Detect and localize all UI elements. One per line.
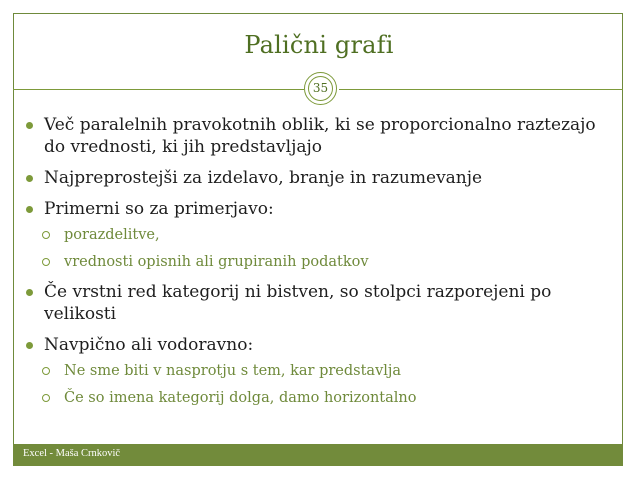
page-number-badge (304, 72, 337, 105)
page-number: 35 (308, 76, 333, 101)
sub-bullet-item (24, 225, 614, 245)
sub-bullet-item (24, 252, 614, 272)
sub-bullet-text: Ne sme biti v nasprotju s tem, kar predstavlja (64, 363, 402, 379)
bullet-dot-icon (26, 289, 33, 296)
bullet-item (24, 198, 614, 220)
bullet-text: Primerni so za primerjavo: (44, 199, 274, 219)
sub-bullet-item (24, 361, 614, 381)
sub-bullet-text: Če so imena kategorij dolga, damo horizontalno (64, 390, 417, 406)
title-divider-left (13, 89, 304, 90)
footer-text: Excel - Maša Crnkovič (23, 448, 121, 459)
sub-bullet-text: vrednosti opisnih ali grupiranih podatkov (64, 254, 369, 270)
sub-bullet-item (24, 388, 614, 408)
bullet-text: Več paralelnih pravokotnih oblik, ki se proporcionalno raztezajo do vrednosti, ki jih predstavljajo (44, 115, 596, 157)
bullet-item (24, 167, 614, 189)
ring-bullet-icon (42, 258, 50, 266)
title-divider-right (339, 89, 623, 90)
bullet-dot-icon (26, 206, 33, 213)
sub-bullet-text: porazdelitve, (64, 227, 160, 243)
bullet-list (24, 114, 614, 415)
bullet-text: Najpreprostejši za izdelavo, branje in razumevanje (44, 168, 483, 188)
bullet-item (24, 281, 614, 325)
ring-bullet-icon (42, 367, 50, 375)
bullet-item (24, 114, 614, 158)
bullet-text: Če vrstni red kategorij ni bistven, so stolpci razporejeni po velikosti (44, 282, 552, 324)
slide-title: Palični grafi (244, 31, 394, 59)
bullet-text: Navpično ali vodoravno: (44, 335, 254, 355)
bullet-dot-icon (26, 175, 33, 182)
footer-bar (13, 444, 623, 466)
ring-bullet-icon (42, 231, 50, 239)
bullet-item (24, 334, 614, 356)
bullet-dot-icon (26, 342, 33, 349)
bullet-dot-icon (26, 122, 33, 129)
ring-bullet-icon (42, 394, 50, 402)
